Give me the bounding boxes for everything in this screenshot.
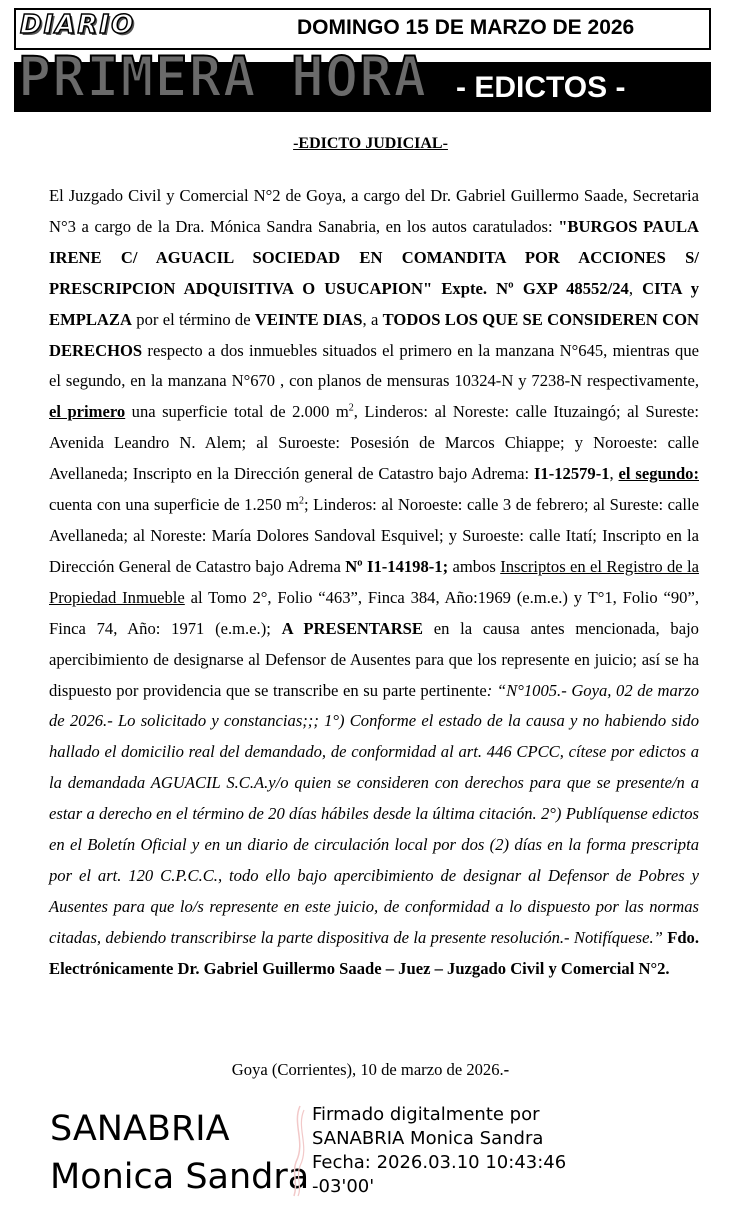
place-date [0,1060,741,1080]
place-date-text: Goya (Corrientes), 10 de marzo de 2026. [231,1060,504,1079]
body-segment: TODOS LOS QUE SE CONSIDEREN CON DERECHOS [49,309,699,360]
body-segment: I1-12579-1 [533,464,610,484]
place-date-dash: - [503,1060,510,1079]
body-segment: "BURGOS PAULA IRENE C/ AGUACIL SOCIEDAD EN COMANDITA POR ACCIONES S/ PRESCRIPCION ADQUISITIVA O USUCAPION" Expte. Nº GXP 48552/24 [49,216,699,298]
signature-info [312,1103,566,1199]
issue-date: DOMINGO 15 DE MARZO DE 2026 [297,16,635,39]
body-segment: , Linderos: al Noreste: calle Ituzaingó; al Sureste: Avenida Leandro N. Alem; al Suroeste: Posesión de Marcos Chiappe; y Noroeste: calle Avellaneda; Inscripto en la Dirección general de Catastro bajo Adrema: [49,402,699,484]
body-segment: : “N°1005.- Goya, 02 de marzo de 2026.- Lo solicitado y constancias;;; 1°) Conforme el estado de la causa y no habiendo sido hallado el domicilio real del demandado, de conformidad al art. 446 CPCC, cítese por edictos a la demandada AGUACIL S.C.A.y/o quien se consideren con derechos para que se presente/n a estar a derecho en el término de 20 días hábiles desde la última citación. 2°) Publíquense edictos en el Boletín Oficial y en un diario de circulación local por dos (2) días en la forma prescripta por el art. 120 C.P.C.C., todo ello bajo apercibimiento de designar al Defensor de Pobres y Ausentes para que lo/s represente en este juicio, de conformidad a lo dispuesto por las normas citadas, debiendo transcribirse la parte dispositiva de la presente resolución.- Notifíquese.” [49,680,700,947]
signer-name [50,1105,309,1201]
signature-info-line2: SANABRIA Monica Sandra [312,1128,544,1149]
body-segment: por el término de [131,309,255,329]
body-segment: A PRESENTARSE [281,618,423,638]
masthead-diario: DIARIO [20,10,136,40]
body-segment: el segundo: [618,464,699,484]
body-segment: una superficie total de 2.000 m [125,402,349,422]
body-segment: Fdo. Electrónicamente Dr. Gabriel Guillermo Saade – Juez – Juzgado Civil y Comercial N°2. [49,927,699,978]
signer-name-line2: Monica Sandra [50,1157,310,1197]
body-segment: respecto a dos inmuebles situados el primero en la manzana N°645, mientras que el segundo, en la manzana N°670 , con planos de mensuras 10324-N y 7238-N respectivamente, [49,340,699,391]
body-segment: ambos [448,556,501,576]
body-segment: , a [362,309,383,329]
body-segment: Inscriptos en el Registro de la Propiedad Inmueble [49,556,699,607]
section-title: - EDICTOS - [456,71,626,104]
body-segment: , [609,464,619,484]
body-segment: CITA y EMPLAZA [49,278,700,329]
signature-ribbon-icon [286,1104,312,1198]
body-segment: Nº I1-14198-1; [345,556,449,576]
body-segment: ; Linderos: al Noroeste: calle 3 de febrero; al Sureste: calle Avellaneda; al Noreste: María Dolores Sandoval Esquivel; y Suroeste: calle Itatí; Inscripto en la Dirección General de Catastro bajo Adrema [49,495,699,576]
body-segment: VEINTE DIAS [254,309,363,329]
signature-info-line1: Firmado digitalmente por [312,1104,540,1125]
body-segment: cuenta con una superficie de 1.250 m [49,495,299,515]
signature-info-line4: -03'00' [312,1176,375,1197]
body-segment: el primero [49,402,126,422]
masthead-brand: PRIMERA HORA [18,45,428,109]
body-segment: al Tomo 2°, Folio “463”, Finca 384, Año:1969 (e.m.e.) y T°1, Folio “90”, Finca 74, Año: 1971 (e.m.e.); [49,587,699,638]
body-segment: en la causa antes mencionada, bajo apercibimiento de designarse al Defensor de Ausentes para que los represente en juicio; así se ha dispuesto por providencia que se transcribe en su parte pertinente [49,618,699,700]
body-segment: 2 [348,402,354,414]
body-segment: 2 [299,495,304,507]
body-segment: , [628,278,643,298]
signer-name-line1: SANABRIA [50,1109,230,1149]
document-title: -EDICTO JUDICIAL- [293,135,448,152]
signature-info-line3: Fecha: 2026.03.10 10:43:46 [312,1152,567,1173]
edict-body [49,181,699,985]
body-segment: El Juzgado Civil y Comercial N°2 de Goya, a cargo del Dr. Gabriel Guillermo Saade, Secretaria N°3 a cargo de la Dra. Mónica Sandra Sanabria, en los autos caratulados: [49,186,699,236]
